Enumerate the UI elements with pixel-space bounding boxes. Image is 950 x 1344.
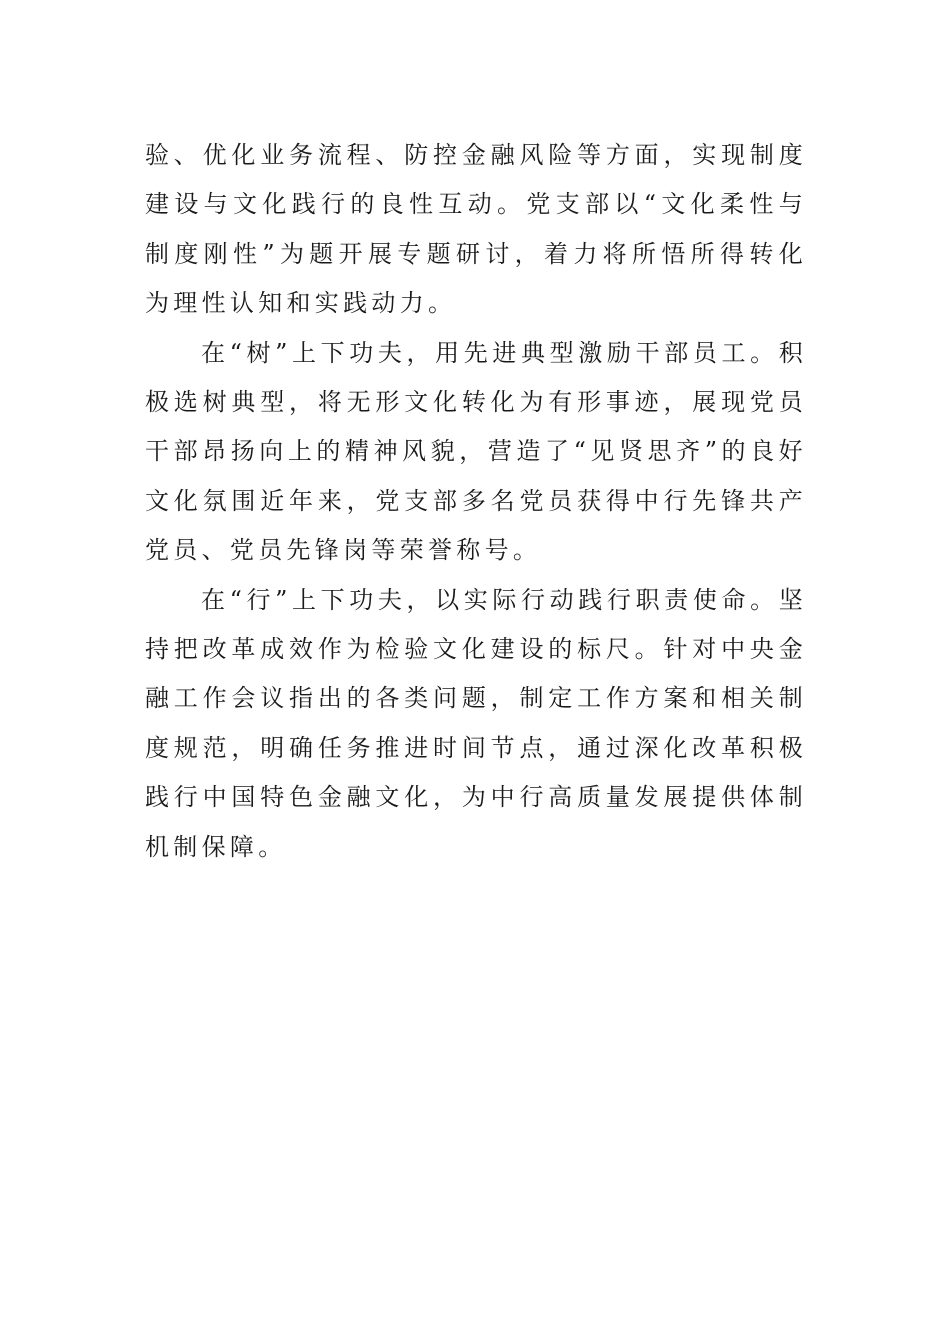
paragraph-continuation: 验、优化业务流程、防控金融风险等方面，实现制度建设与文化践行的良性互动。党支部以“文化柔性与制度刚性”为题开展专题研讨，着力将所悟所得转化为理性认知和实践动力。 xyxy=(145,141,807,318)
paragraph-xing: 在“行”上下功夫，以实际行动践行职责使命。坚持把改革成效作为检验文化建设的标尺。针对中央金融工作会议指出的各类问题，制定工作方案和相关制度规范，明确任务推进时间节点，通过深化改革积极践行中国特色金融文化，为中行高质量发展提供体制机制保障。 xyxy=(145,585,807,861)
paragraph-shu: 在“树”上下功夫，用先进典型激励干部员工。积极选树典型，将无形文化转化为有形事迹，展现党员干部昂扬向上的精神风貌，营造了“见贤思齐”的良好文化氛围近年来，党支部多名党员获得中行先锋共产党员、党员先锋岗等荣誉称号。 xyxy=(145,338,807,565)
document-body xyxy=(145,131,807,872)
